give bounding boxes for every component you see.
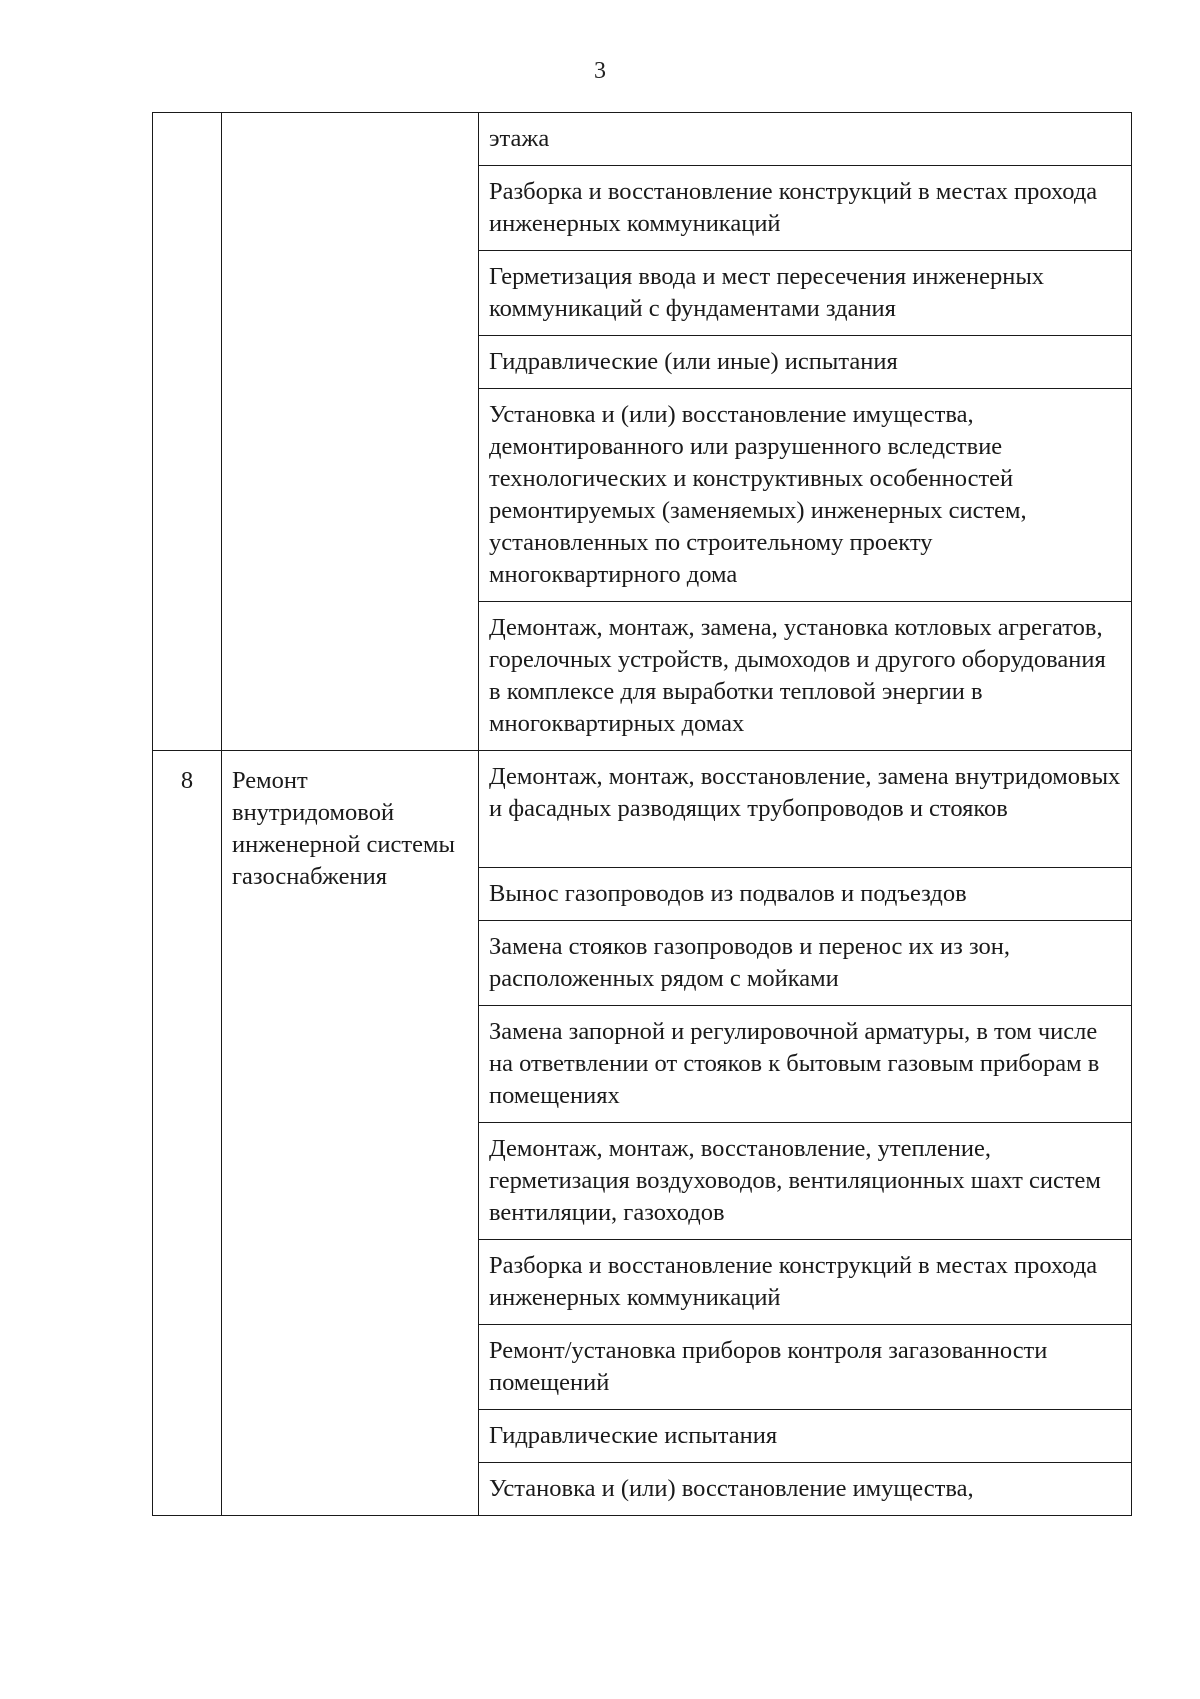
work-item: Демонтаж, монтаж, замена, установка котловых агрегатов, горелочных устройств, дымоходов и другого оборудования в комплексе для выработки тепловой энергии в многоквартирных домах xyxy=(479,602,1132,751)
work-item: Установка и (или) восстановление имущества, демонтированного или разрушенного вследствие технологических и конструктивных особенностей ремонтируемых (заменяемых) инженерных систем, установленных по строительному проекту многоквартирного дома xyxy=(479,389,1132,602)
work-item: Замена стояков газопроводов и перенос их из зон, расположенных рядом с мойками xyxy=(479,921,1132,1006)
system-cell-continued xyxy=(222,113,479,751)
work-item: Гидравлические испытания xyxy=(479,1410,1132,1463)
row-number-cell: 8 xyxy=(153,751,222,1516)
work-item: Разборка и восстановление конструкций в местах прохода инженерных коммуникаций xyxy=(479,1240,1132,1325)
work-item: Разборка и восстановление конструкций в местах прохода инженерных коммуникаций xyxy=(479,166,1132,251)
work-item: Гидравлические (или иные) испытания xyxy=(479,336,1132,389)
table-row xyxy=(153,113,1132,166)
table-row xyxy=(153,751,1132,868)
work-item: Демонтаж, монтаж, восстановление, замена внутридомовых и фасадных разводящих трубопроводов и стояков xyxy=(479,751,1132,868)
work-item: Замена запорной и регулировочной арматуры, в том числе на ответвлении от стояков к бытовым газовым приборам в помещениях xyxy=(479,1006,1132,1123)
work-item: Вынос газопроводов из подвалов и подъездов xyxy=(479,868,1132,921)
system-name-cell: Ремонт внутридомовой инженерной системы газоснабжения xyxy=(222,751,479,1516)
page-number: 3 xyxy=(594,58,606,84)
work-item: Демонтаж, монтаж, восстановление, утепление, герметизация воздуховодов, вентиляционных шахт систем вентиляции, газоходов xyxy=(479,1123,1132,1240)
work-item: Герметизация ввода и мест пересечения инженерных коммуникаций с фундаментами здания xyxy=(479,251,1132,336)
work-item: Ремонт/установка приборов контроля загазованности помещений xyxy=(479,1325,1132,1410)
work-item: Установка и (или) восстановление имущества, xyxy=(479,1463,1132,1516)
work-list-table xyxy=(152,112,1132,1516)
work-item: этажа xyxy=(479,113,1132,166)
row-number-cell-continued xyxy=(153,113,222,751)
